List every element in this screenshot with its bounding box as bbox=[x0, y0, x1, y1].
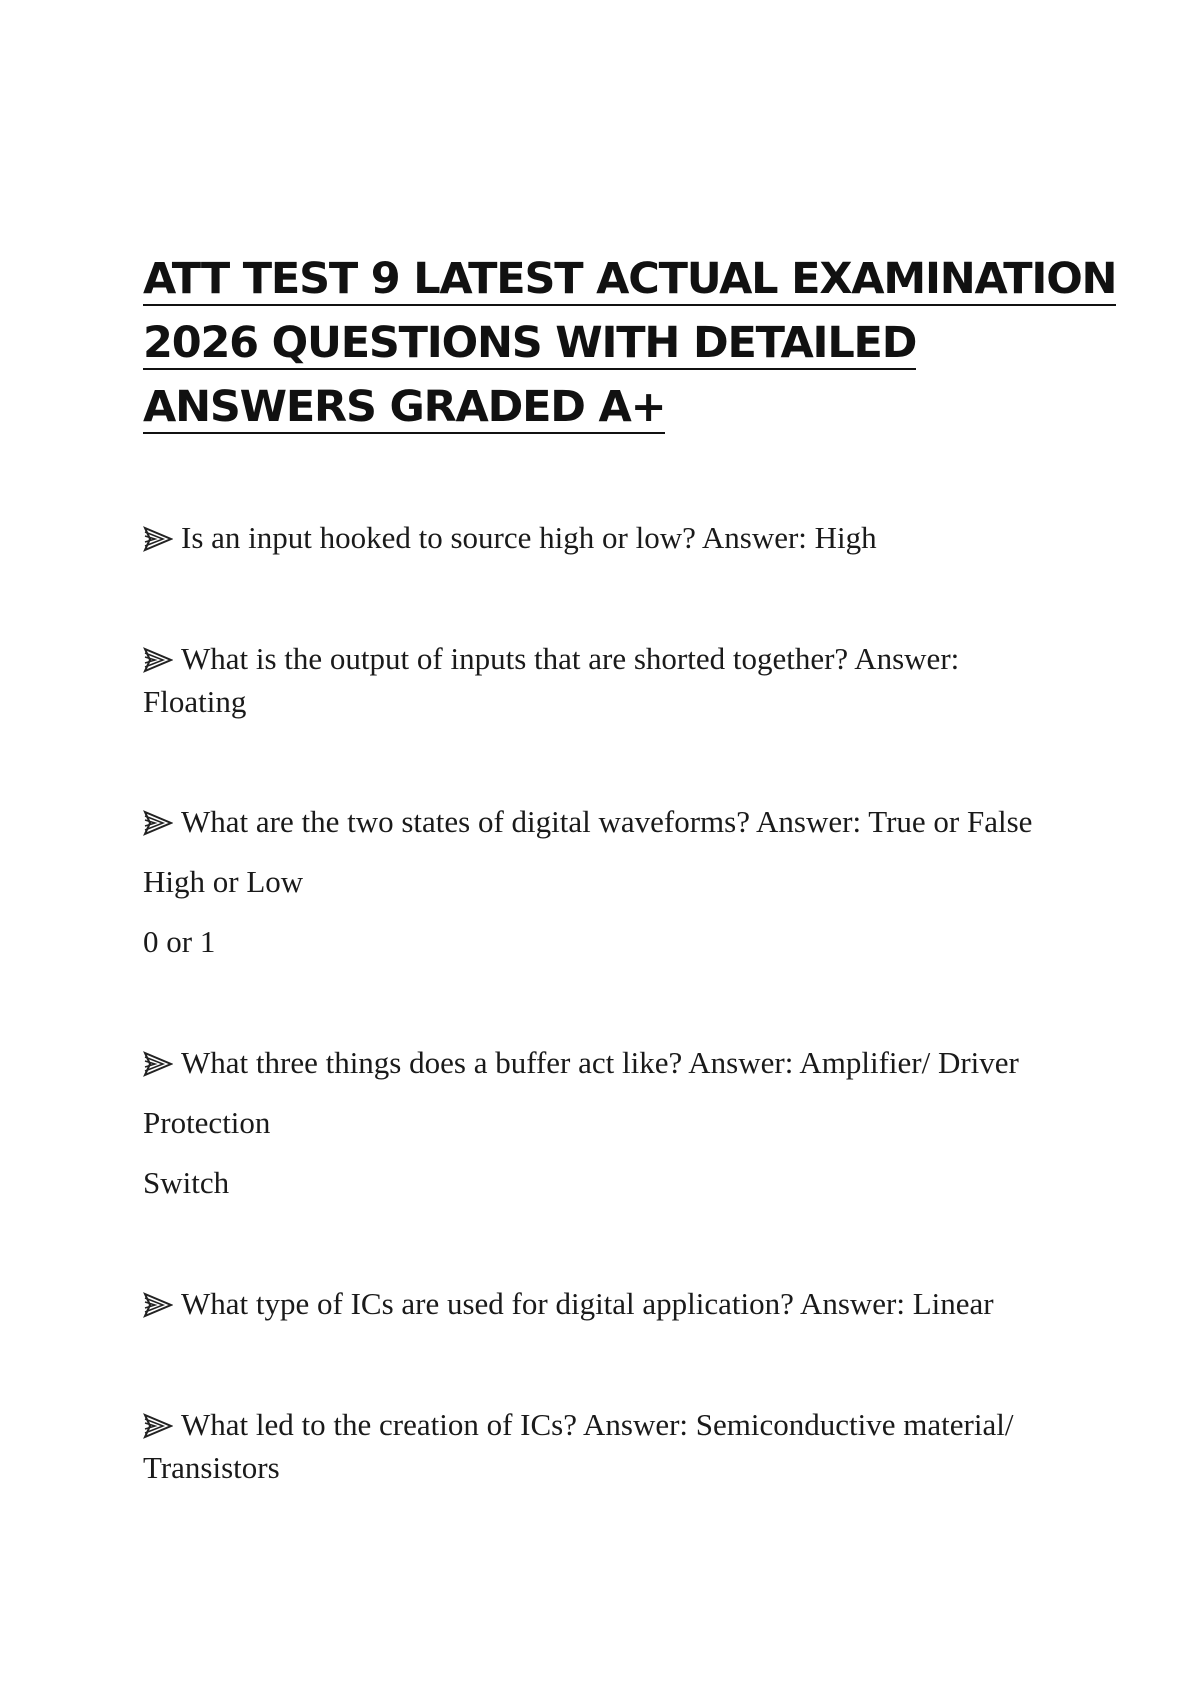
arrow-bullet-icon bbox=[143, 1045, 181, 1073]
qa-item bbox=[143, 1282, 1083, 1325]
question-text: What is the output of inputs that are shorted together? Answer: bbox=[181, 641, 960, 676]
answer-continuation: Floating bbox=[143, 684, 247, 719]
answer-extra: 0 or 1 bbox=[143, 924, 216, 959]
qa-item bbox=[143, 637, 1083, 723]
answer-extra: Switch bbox=[143, 1165, 230, 1200]
qa-item bbox=[143, 800, 1083, 963]
question-text: What type of ICs are used for digital application? Answer: Linear bbox=[181, 1286, 994, 1321]
title-line: ANSWERS GRADED A+ bbox=[143, 382, 666, 432]
answer-extra: High or Low bbox=[143, 864, 304, 899]
arrow-bullet-icon bbox=[143, 804, 181, 832]
question-text: What three things does a buffer act like? Answer: Amplifier/ Driver bbox=[181, 1045, 1019, 1080]
question-text: What led to the creation of ICs? Answer: Semiconductive material/ bbox=[181, 1407, 1014, 1442]
question-text: What are the two states of digital waveforms? Answer: True or False bbox=[181, 804, 1033, 839]
title-line: ATT TEST 9 LATEST ACTUAL EXAMINATION bbox=[143, 254, 1117, 304]
qa-item bbox=[143, 1403, 1083, 1489]
answer-extra: Protection bbox=[143, 1105, 271, 1140]
title-line: 2026 QUESTIONS WITH DETAILED bbox=[143, 318, 917, 368]
arrow-bullet-icon bbox=[143, 1286, 181, 1314]
arrow-bullet-icon bbox=[143, 520, 181, 548]
qa-item bbox=[143, 516, 1083, 559]
question-text: Is an input hooked to source high or low? Answer: High bbox=[181, 520, 877, 555]
document-title bbox=[143, 250, 1117, 442]
arrow-bullet-icon bbox=[143, 641, 181, 669]
answer-continuation: Transistors bbox=[143, 1450, 280, 1485]
qa-item bbox=[143, 1041, 1083, 1204]
arrow-bullet-icon bbox=[143, 1407, 181, 1435]
